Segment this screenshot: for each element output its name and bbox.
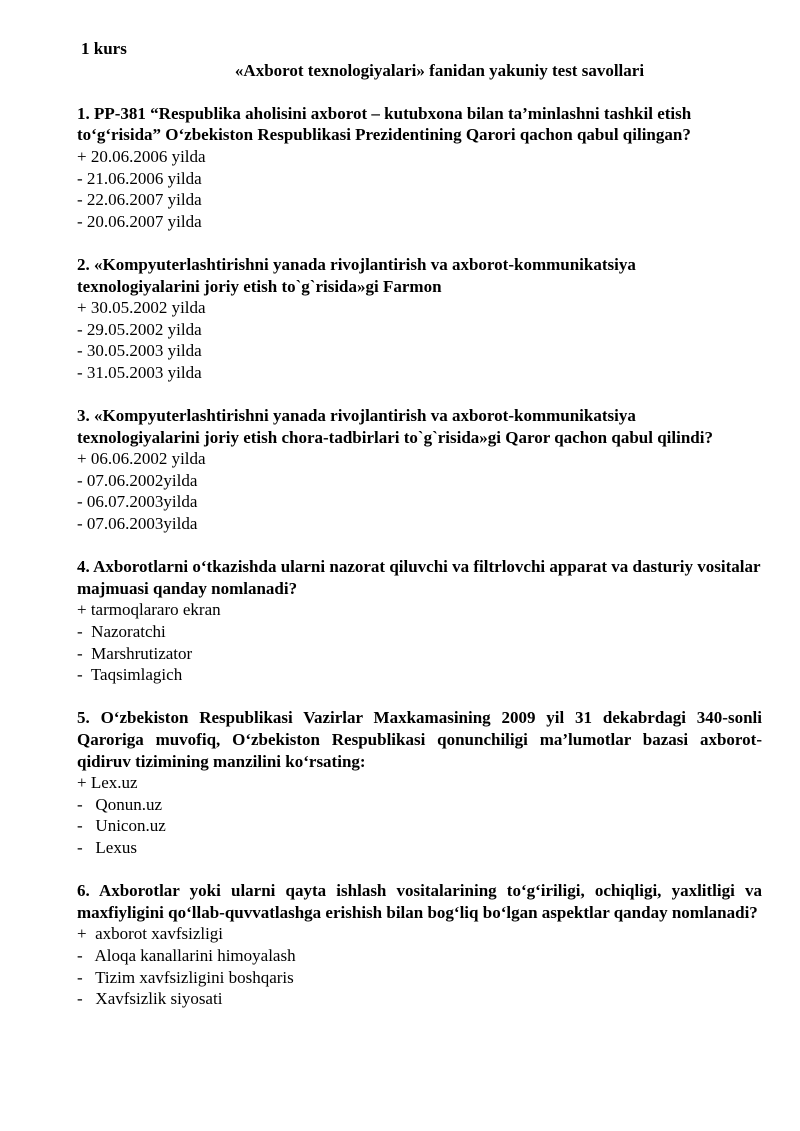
question-number: 3. [77,406,90,426]
answer-option: - Aloqa kanallarini himoyalash [77,945,296,965]
answer-option: + Lex.uz [77,773,138,793]
question-1 [77,103,762,233]
question-body: «Kompyuterlashtirishni yanada rivojlantirish va axborot-kommunikatsiya texnologiyalarini joriy etish chora-tadbirlari to`g`risida»gi Qaror qachon qabul qilindi? [77,406,713,447]
question-text [77,880,762,923]
question-text [77,405,762,448]
question-number: 5. [77,708,90,728]
answer-option: + 06.06.2002 yilda [77,449,206,469]
question-6 [77,880,762,1010]
question-3 [77,405,762,535]
question-body: Axborotlar yoki ularni qayta ishlash vositalarining to‘g‘iriligi, ochiqligi, yaxlitligi va maxfiyligini qo‘llab-quvvatlashga erishish bilan bog‘liq bo‘lgan aspektlar qanday nomlanadi? [77,881,762,922]
question-body: «Kompyuterlashtirishni yanada rivojlantirish va axborot-kommunikatsiya texnologiyalarini joriy etish to`g`risida»gi Farmon [77,254,636,296]
answer-option: - 29.05.2002 yilda [77,319,202,339]
answer-option: - 20.06.2007 yilda [77,211,202,231]
answer-option: + 20.06.2006 yilda [77,146,206,166]
question-5 [77,707,762,858]
question-number: 1. [77,103,90,123]
answer-option: - 22.06.2007 yilda [77,190,202,210]
answer-option: - Unicon.uz [77,816,166,836]
question-body: O‘zbekiston Respublikasi Vazirlar Maxkamasining 2009 yil 31 dekabrdagi 340-sonli Qaroriga muvofiq, O‘zbekiston Respublikasi qonunchiligi ma’lumotlar bazasi axborot- qidiruv tizimining manzilini ko‘rsating: [77,708,762,771]
question-4 [77,556,762,686]
course-label: 1 kurs [81,39,127,58]
answer-option: - Tizim xavfsizligini boshqaris [77,967,294,987]
question-text [77,254,762,297]
answer-option: - 21.06.2006 yilda [77,168,202,188]
answer-option: - 07.06.2003yilda [77,514,198,534]
answer-option: - Nazoratchi [77,622,166,642]
answer-option: - 30.05.2003 yilda [77,341,202,361]
answer-option: + axborot xavfsizligi [77,924,224,944]
question-body: Axborotlarni o‘tkazishda ularni nazorat qiluvchi va filtrlovchi apparat va dasturiy vositalar majmuasi qanday nomlanadi? [77,557,761,598]
answer-option: + 30.05.2002 yilda [77,298,206,318]
answer-option: - 31.05.2003 yilda [77,362,202,382]
answer-option: - Marshrutizator [77,643,193,663]
question-number: 2. [77,254,90,274]
answer-option: - Qonun.uz [77,794,162,814]
question-text [77,103,762,146]
question-text [77,707,762,772]
question-2 [77,254,762,384]
answer-option: - Xavfsizlik siyosati [77,989,223,1009]
answer-option: - Lexus [77,837,137,857]
answer-option: + tarmoqlararo ekran [77,600,221,620]
question-number: 4. [77,557,90,577]
answer-option: - Taqsimlagich [77,665,183,685]
answer-option: - 06.07.2003yilda [77,492,198,512]
question-number: 6. [77,881,90,901]
answer-option: - 07.06.2002yilda [77,470,198,490]
question-body: PP-381 “Respublika aholisini axborot – kutubxona bilan ta’minlashni tashkil etish to‘g‘risida” O‘zbekiston Respublikasi Prezidentining Qarori qachon qabul qilingan? [77,103,692,145]
question-text [77,556,762,599]
document-title: «Axborot texnologiyalari» fanidan yakuniy test savollari [234,60,645,80]
